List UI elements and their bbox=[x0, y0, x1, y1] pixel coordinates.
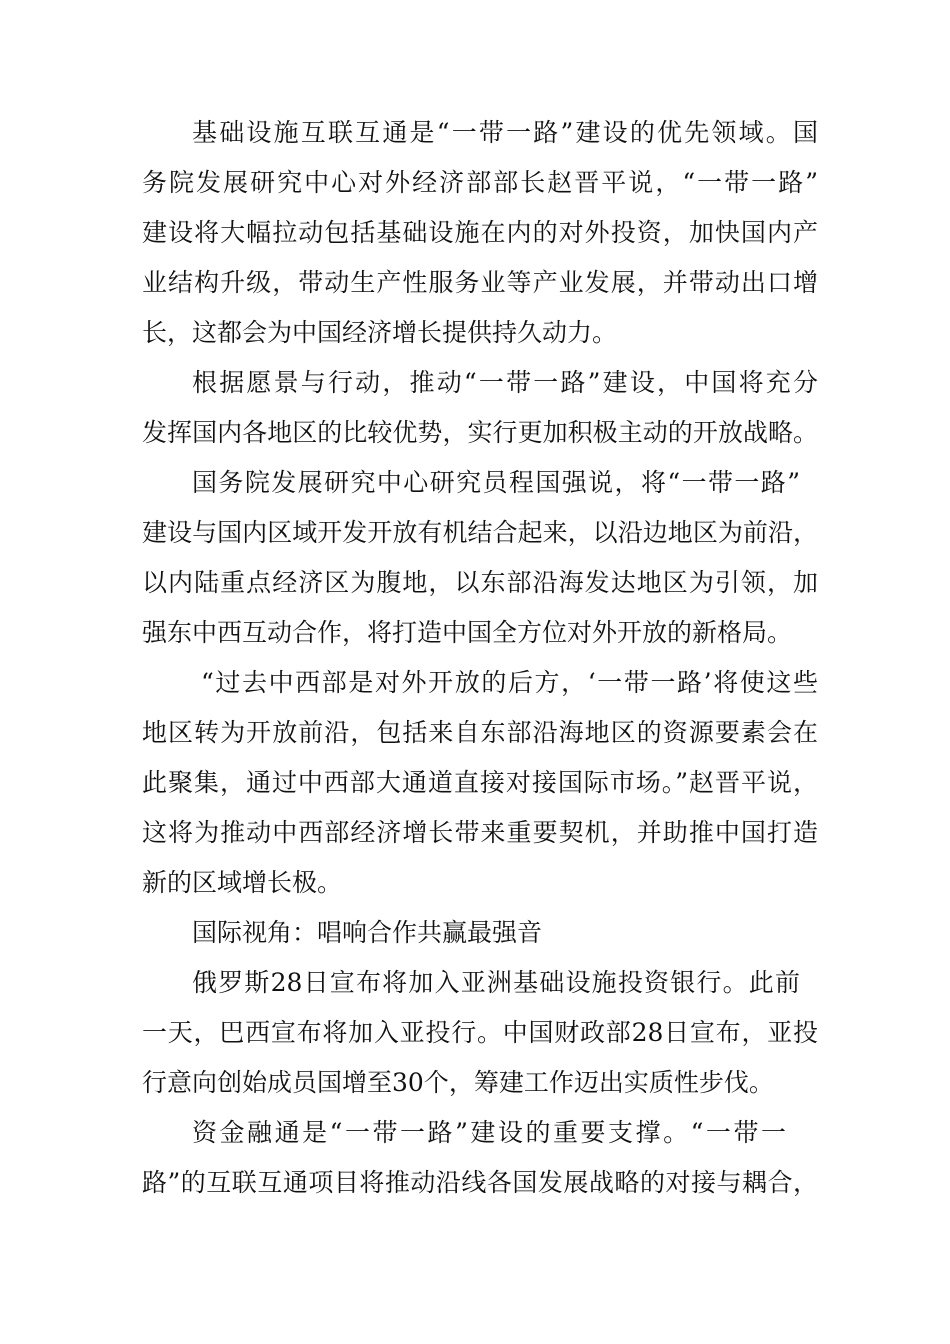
paragraph-1-line-5: 长，这都会为中国经济增长提供持久动力。 bbox=[142, 318, 618, 347]
section-heading: 国际视角：唱响合作共赢最强音 bbox=[192, 918, 543, 947]
paragraph-6-line-1: 俄罗斯28日宣布将加入亚洲基础设施投资银行。此前 bbox=[192, 968, 800, 997]
paragraph-4-line-1: “过去中西部是对外开放的后方，‘一带一路’将使这些 bbox=[201, 668, 818, 697]
paragraph-2-line-2: 发挥国内各地区的比较优势，实行更加积极主动的开放战略。 bbox=[142, 418, 818, 447]
paragraph-6-line-2: 一天，巴西宣布将加入亚投行。中国财政部28日宣布，亚投 bbox=[142, 1018, 818, 1047]
paragraph-4-line-3: 此聚集，通过中西部大通道直接对接国际市场。”赵晋平说， bbox=[142, 768, 818, 797]
paragraph-1-line-2: 务院发展研究中心对外经济部部长赵晋平说，“一带一路” bbox=[142, 168, 818, 197]
paragraph-4-line-2: 地区转为开放前沿，包括来自东部沿海地区的资源要素会在 bbox=[142, 718, 818, 747]
paragraph-3-line-3: 以内陆重点经济区为腹地，以东部沿海发达地区为引领，加 bbox=[142, 568, 818, 597]
paragraph-1-line-1: 基础设施互联互通是“一带一路”建设的优先领域。国 bbox=[192, 118, 818, 147]
paragraph-7-line-2: 路”的互联互通项目将推动沿线各国发展战略的对接与耦合， bbox=[142, 1168, 818, 1197]
paragraph-1-line-3: 建设将大幅拉动包括基础设施在内的对外投资，加快国内产 bbox=[142, 218, 818, 247]
paragraph-7-line-1: 资金融通是“一带一路”建设的重要支撑。“一带一 bbox=[192, 1118, 786, 1147]
paragraph-3-line-4: 强东中西互动合作，将打造中国全方位对外开放的新格局。 bbox=[142, 618, 793, 647]
paragraph-3-line-2: 建设与国内区域开发开放有机结合起来，以沿边地区为前沿， bbox=[142, 518, 818, 547]
paragraph-1-line-4: 业结构升级，带动生产性服务业等产业发展，并带动出口增 bbox=[142, 268, 818, 297]
paragraph-4-line-5: 新的区域增长极。 bbox=[142, 868, 343, 897]
paragraph-4-line-4: 这将为推动中西部经济增长带来重要契机，并助推中国打造 bbox=[142, 818, 818, 847]
paragraph-3-line-1: 国务院发展研究中心研究员程国强说，将“一带一路” bbox=[192, 468, 800, 497]
paragraph-2-line-1: 根据愿景与行动，推动“一带一路”建设，中国将充分 bbox=[192, 368, 818, 397]
paragraph-6-line-3: 行意向创始成员国增至30个，筹建工作迈出实质性步伐。 bbox=[142, 1068, 774, 1097]
